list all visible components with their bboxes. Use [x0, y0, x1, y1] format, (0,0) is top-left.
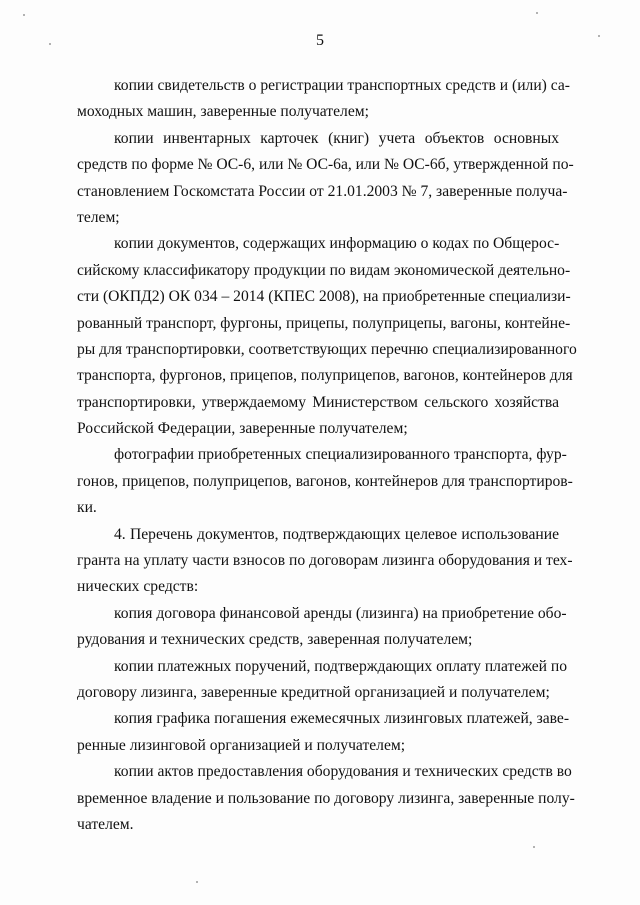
text-line: сти (ОКПД2) ОК 034 – 2014 (КПЕС 2008), на приобретенные специализи- [77, 288, 571, 306]
text-line: копия договора финансовой аренды (лизинга) на приобретение обо- [114, 604, 567, 622]
text-line: нических средств: [77, 578, 199, 596]
text-line: ры для транспортировки, соответствующих перечню специализированного [77, 340, 577, 358]
text-line: телем; [77, 208, 120, 226]
paragraph [77, 654, 568, 707]
text-line: становлением Госкомстата России от 21.01.2003 № 7, заверенные получа- [77, 182, 568, 200]
text-line: транспорта, фургонов, прицепов, полуприцепов, вагонов, контейнеров для [77, 367, 573, 385]
paragraph [77, 759, 575, 838]
text-line: копии документов, содержащих информацию о кодах по Общерос- [114, 235, 560, 253]
paragraph [77, 601, 567, 654]
text-line: моходных машин, заверенные получателем; [77, 103, 369, 121]
text-line: копии свидетельств о регистрации транспортных средств и (или) са- [114, 77, 571, 94]
text-line: копии инвентарных карточек (книг) учета объектов основных [114, 129, 559, 147]
text-line: ренные лизинговой организацией и получателем; [77, 736, 406, 754]
text-line: рудования и технических средств, заверенная получателем; [77, 631, 473, 649]
scan-speck [23, 14, 25, 16]
paragraph [77, 442, 573, 521]
text-line: фотографии приобретенных специализированного транспорта, фур- [114, 446, 567, 464]
scan-speck [49, 43, 51, 45]
text-line: Российской Федерации, заверенные получателем; [77, 420, 408, 438]
text-line: ки. [77, 499, 97, 517]
paragraph [77, 706, 570, 759]
text-line: сийскому классификатору продукции по видам экономической деятельно- [77, 261, 571, 279]
text-line: гранта на уплату части взносов по договорам лизинга оборудования и тех- [77, 552, 573, 570]
text-line: временное владение и пользование по договору лизинга, заверенные полу- [77, 789, 575, 807]
text-line: рованный транспорт, фургоны, прицепы, полуприцепы, вагоны, контейне- [77, 314, 571, 332]
paragraph [77, 73, 571, 126]
text-line: 4. Перечень документов, подтверждающих целевое использование [114, 525, 559, 543]
paragraph [77, 522, 573, 601]
paragraph [77, 126, 574, 232]
scan-speck [536, 12, 538, 14]
text-line: транспортировки, утверждаемому Министерством сельского хозяйства [77, 393, 559, 411]
scan-speck [196, 881, 198, 883]
page-number: 5 [316, 32, 324, 49]
text-line: копии актов предоставления оборудования и технических средств во [114, 763, 572, 781]
scan-speck [598, 35, 600, 37]
text-line: чателем. [77, 815, 134, 833]
text-line: договору лизинга, заверенные кредитной организацией и получателем; [77, 683, 550, 701]
scan-speck [533, 846, 535, 848]
text-line: гонов, прицепов, полуприцепов, вагонов, контейнеров для транспортиров- [77, 472, 573, 490]
text-line: средств по форме № ОС-6, или № ОС-6а, или № ОС-6б, утвержденной по- [77, 156, 574, 174]
paragraph [77, 231, 577, 442]
text-line: копия графика погашения ежемесячных лизинговых платежей, заве- [114, 710, 570, 728]
document-body [77, 73, 577, 838]
text-line: копии платежных поручений, подтверждающих оплату платежей по [114, 657, 568, 675]
